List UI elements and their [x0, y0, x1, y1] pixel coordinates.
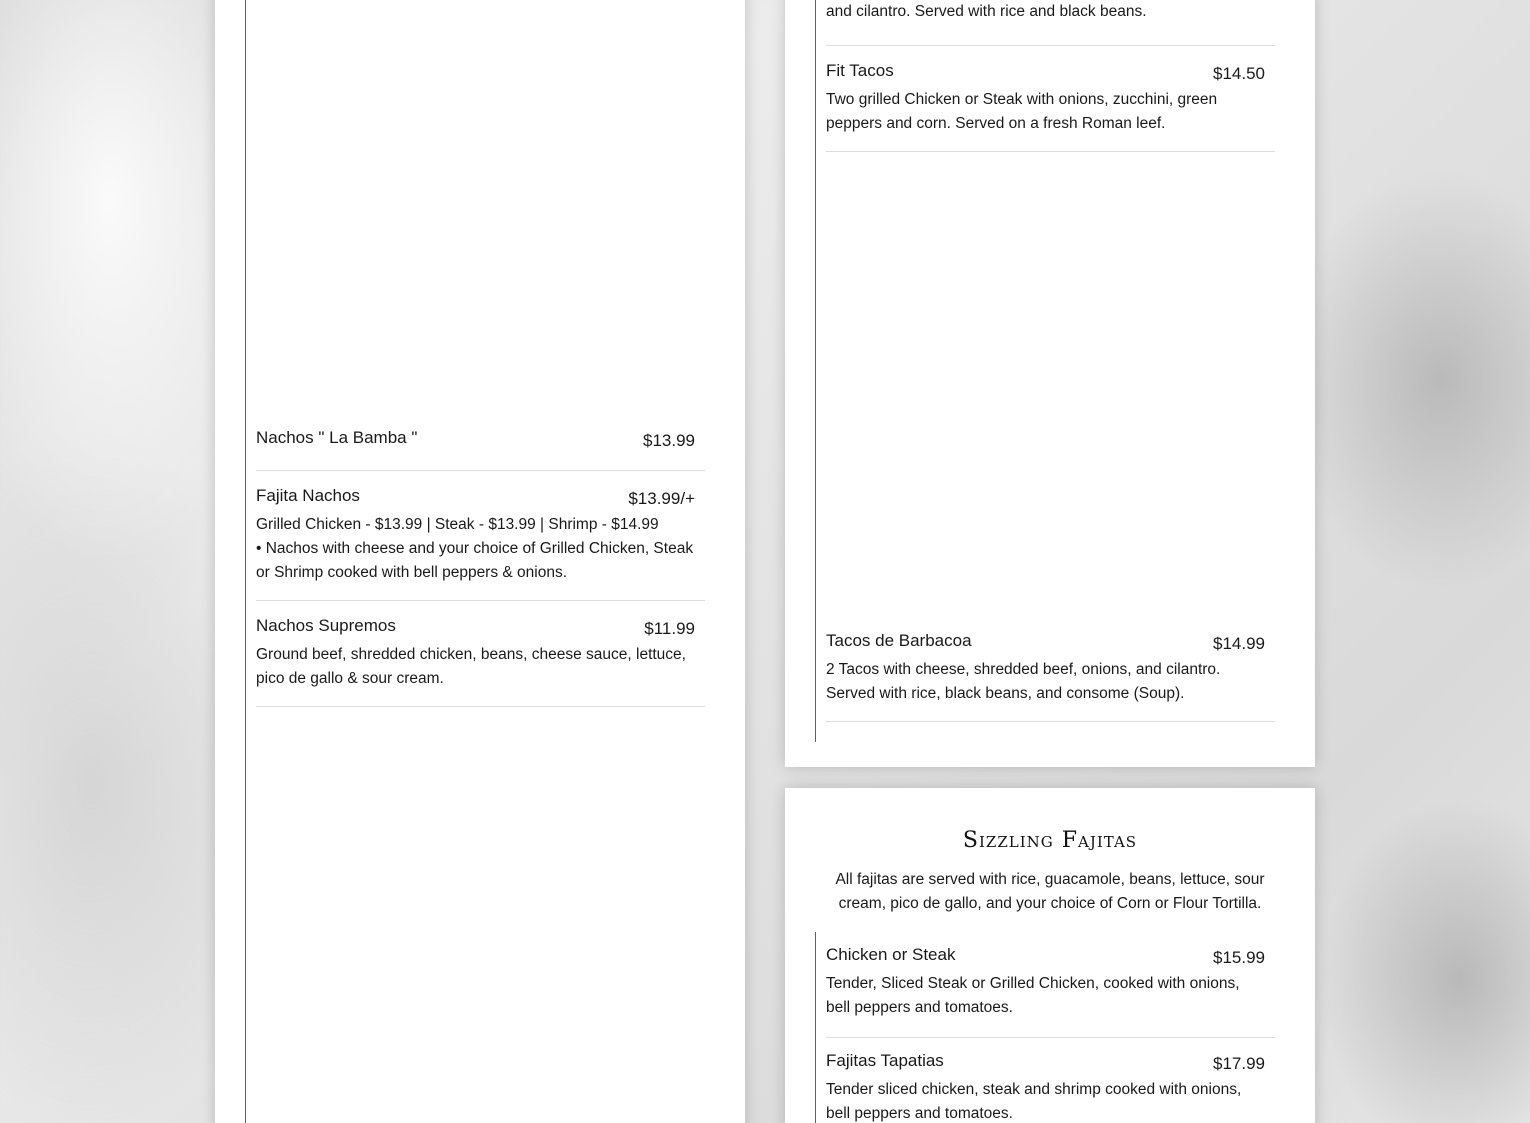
menu-item [826, 944, 1275, 1038]
item-price: $17.99 [1213, 1054, 1265, 1073]
section-intro: All fajitas are served with rice, guacamole, beans, lettuce, sour cream, pico de gallo, and your choice of Corn or Flour Tortilla. [835, 871, 1265, 912]
menu-item [826, 60, 1275, 152]
item-description: and cilantro. Served with rice and black beans. [826, 3, 1147, 20]
menu-item [256, 615, 705, 707]
item-name: Nachos " La Bamba " [256, 428, 418, 447]
menu-item [256, 485, 705, 601]
menu-card-tacos [785, 0, 1315, 767]
menu-item [256, 427, 705, 471]
item-price: $14.50 [1213, 64, 1265, 83]
item-description: 2 Tacos with cheese, shredded beef, onions, and cilantro. Served with rice, black beans, and consome (Soup). [826, 661, 1221, 702]
item-description: • Nachos with cheese and your choice of Grilled Chicken, Steak or Shrimp cooked with bell peppers & onions. [256, 540, 694, 581]
menu-item [826, 1050, 1275, 1123]
item-name: Fajita Nachos [256, 486, 360, 505]
menu-item [826, 630, 1275, 722]
section-title: Sizzling Fajitas [962, 828, 1138, 853]
item-description: Two grilled Chicken or Steak with onions, zucchini, green peppers and corn. Served on a fresh Roman leef. [826, 91, 1218, 132]
item-price: $11.99 [644, 619, 695, 638]
item-price: $13.99 [643, 431, 695, 450]
accent-rule [815, 0, 816, 742]
item-name: Nachos Supremos [256, 616, 396, 635]
accent-rule [815, 932, 816, 1123]
menu-item-partial [826, 0, 1275, 46]
item-description: Tender sliced chicken, steak and shrimp cooked with onions, bell peppers and tomatoes. [826, 1081, 1242, 1122]
item-name: Tacos de Barbacoa [826, 631, 972, 650]
menu-card-nachos [215, 0, 745, 1123]
item-name: Fit Tacos [826, 61, 894, 80]
item-name: Fajitas Tapatias [826, 1051, 944, 1070]
item-description: Ground beef, shredded chicken, beans, cheese sauce, lettuce, pico de gallo & sour cream. [256, 646, 686, 687]
menu-card-fajitas [785, 788, 1315, 1123]
item-price: $15.99 [1213, 948, 1265, 967]
item-price: $14.99 [1213, 634, 1265, 653]
item-description: Tender, Sliced Steak or Grilled Chicken, cooked with onions, bell peppers and tomatoes. [826, 975, 1240, 1016]
item-price: $13.99/+ [628, 489, 695, 508]
item-description: Grilled Chicken - $13.99 | Steak - $13.99 | Shrimp - $14.99 [256, 516, 659, 533]
item-name: Chicken or Steak [826, 945, 956, 964]
accent-rule [245, 0, 246, 1123]
